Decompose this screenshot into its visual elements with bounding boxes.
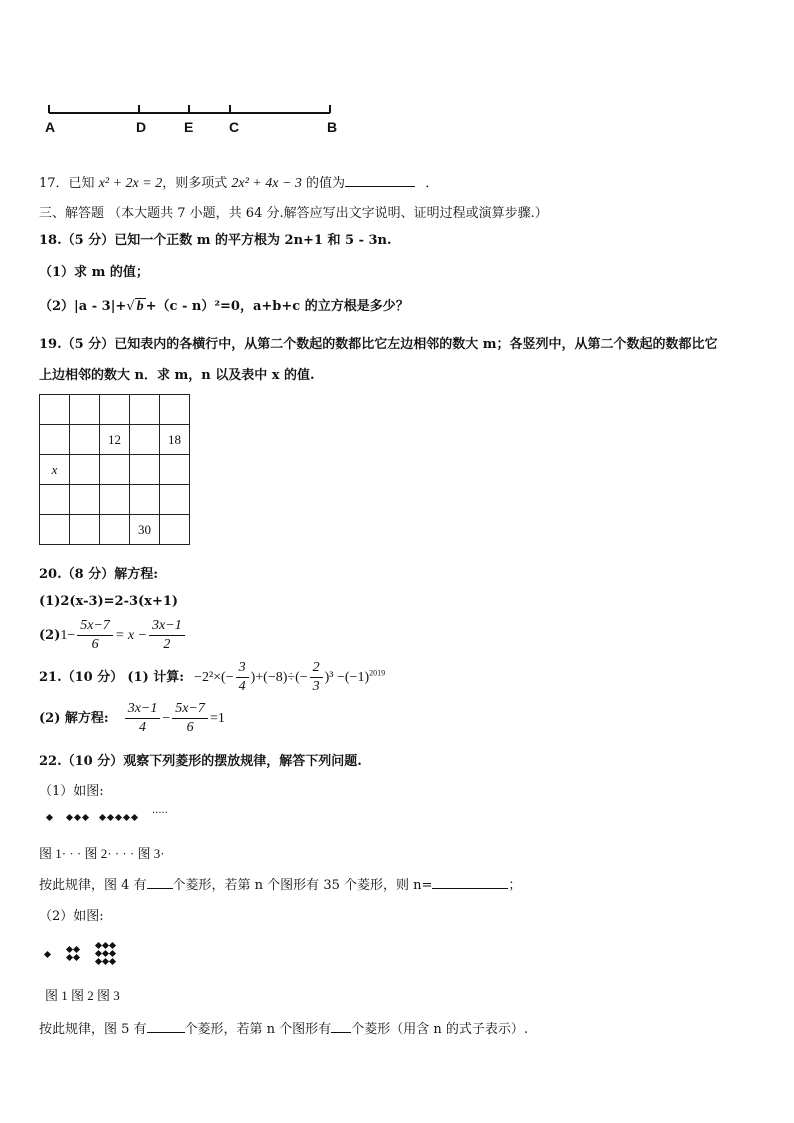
- diamond-icon: [99, 814, 106, 821]
- question-22-part-1-label: （1）如图:: [39, 784, 104, 799]
- question-21-part-1: [39, 660, 385, 695]
- table-cell: [40, 425, 70, 455]
- q21-part1-a: −2²×(−: [194, 670, 234, 685]
- table-cell: [70, 455, 100, 485]
- q17-prefix: 17．已知: [39, 176, 95, 191]
- table-row: [40, 485, 190, 515]
- q18-part2-end: +（c - n）²=0，a+b+c 的立方根是多少？: [145, 299, 409, 314]
- q22-part1-q-b: 个菱形，若第 n 个图形有 35 个菱形，则 n=: [172, 878, 433, 893]
- fraction-numerator: 2: [310, 660, 323, 678]
- diamond-icon: [109, 958, 116, 965]
- q21-part2-fraction-2: [172, 701, 208, 736]
- diamond-icon: [115, 814, 122, 821]
- diamond-icon: [109, 942, 116, 949]
- q18-sqrt-radicand: b: [136, 299, 144, 314]
- diamond-icon: [82, 814, 89, 821]
- q21-part2-fraction-1: [125, 701, 161, 736]
- diamond-icon: [73, 954, 80, 961]
- table-cell-x: x: [40, 455, 70, 485]
- q21-part1-b: )+(−8)÷(−: [250, 670, 308, 685]
- q17-middle: ，则多项式: [162, 176, 228, 191]
- table-cell: [100, 395, 130, 425]
- point-label-a: A: [45, 119, 56, 135]
- table-cell: [70, 395, 100, 425]
- fraction-numerator: 3x−1: [149, 618, 185, 636]
- fraction-denominator: 2: [163, 637, 171, 652]
- question-20-stem: 20.（8 分）解方程:: [39, 567, 158, 582]
- point-label-d: D: [136, 119, 147, 135]
- fraction-numerator: 5x−7: [77, 618, 113, 636]
- q21-part1-label: (1) 计算:: [127, 670, 185, 685]
- table-cell: [100, 455, 130, 485]
- table-cell: [70, 515, 100, 545]
- diamond-icon: [46, 814, 53, 821]
- question-22-stem: 22.（10 分）观察下列菱形的摆放规律，解答下列问题.: [39, 754, 362, 769]
- table-cell: [130, 425, 160, 455]
- question-18-part-2: [39, 295, 409, 315]
- pattern-2-caption: 图 1 图 2 图 3: [45, 988, 120, 1003]
- diamond-icon: [66, 814, 73, 821]
- fraction-denominator: 6: [186, 720, 194, 735]
- q21-part2-equals: =1: [209, 711, 225, 726]
- table-cell: 18: [160, 425, 190, 455]
- table-cell: [130, 455, 160, 485]
- q21-exponent: 2019: [369, 668, 386, 678]
- q22-part1-blank-2[interactable]: [432, 875, 508, 889]
- q18-part2-start: （2）|a - 3|+: [39, 299, 127, 314]
- question-22-part-2-label: （2）如图:: [39, 909, 104, 924]
- fraction-numerator: 3x−1: [125, 701, 161, 719]
- sqrt-symbol: √: [126, 299, 135, 314]
- question-22-part-2-question: [39, 1018, 528, 1037]
- diamond-icon: [107, 814, 114, 821]
- table-row: [40, 515, 190, 545]
- table-row: [40, 455, 190, 485]
- table-cell: 30: [130, 515, 160, 545]
- question-20-equation-2: [39, 618, 187, 653]
- pattern-1-ellipsis: ·····: [152, 808, 168, 819]
- q17-answer-blank[interactable]: [345, 173, 415, 187]
- question-20-equation-1: (1)2(x-3)=2-3(x+1): [39, 594, 179, 609]
- table-cell: [70, 425, 100, 455]
- question-18-stem: 18.（5 分）已知一个正数 m 的平方根为 2n+1 和 5 - 3n.: [39, 233, 392, 248]
- diamond-icon: [44, 951, 51, 958]
- q21-fraction-1: [236, 660, 249, 695]
- table-cell: [160, 515, 190, 545]
- fraction-numerator: 3: [236, 660, 249, 678]
- table-cell: [40, 395, 70, 425]
- question-19-line-1: 19.（5 分）已知表内的各横行中，从第二个数起的数都比它左边相邻的数大 m；各竖列中，从第二个数起的数都比它: [39, 337, 718, 352]
- fraction-denominator: 3: [312, 679, 320, 694]
- q17-expression-2: 2x² + 4x − 3: [231, 176, 302, 191]
- q21-fraction-2: [310, 660, 323, 695]
- q22-part1-q-c: ；: [508, 878, 522, 893]
- q21-part2-label: (2) 解方程:: [39, 711, 109, 726]
- diamond-icon: [123, 814, 130, 821]
- fraction-denominator: 6: [91, 637, 99, 652]
- q17-expression-1: x² + 2x = 2: [98, 176, 163, 191]
- q22-part1-blank-1[interactable]: [147, 875, 173, 889]
- q21-part2-minus: −: [162, 711, 171, 726]
- q22-part2-blank-2[interactable]: [331, 1019, 351, 1033]
- table-cell: 12: [100, 425, 130, 455]
- diamond-icon: [131, 814, 138, 821]
- table-cell: [40, 485, 70, 515]
- pattern-1-caption: 图 1· · · 图 2· · · · 图 3·: [39, 846, 165, 861]
- q21-part1-c: )³ −(−1): [324, 670, 370, 685]
- q22-part1-q-a: 按此规律，图 4 有: [39, 878, 147, 893]
- number-grid-table: [39, 394, 190, 545]
- diamond-icon: [73, 946, 80, 953]
- question-21-part-2: [39, 701, 225, 736]
- section-3-heading: 三、解答题 （本大题共 7 小题，共 64 分.解答应写出文字说明、证明过程或演算步骤.）: [39, 206, 548, 221]
- diamond-icon: [74, 814, 81, 821]
- q20-eq2-start: 1−: [60, 628, 76, 643]
- q22-part2-q-a: 按此规律，图 5 有: [39, 1022, 147, 1037]
- q20-eq2-middle: = x −: [114, 628, 148, 643]
- q20-fraction-2: [149, 618, 185, 653]
- table-cell: [160, 395, 190, 425]
- q22-part2-blank-1[interactable]: [147, 1019, 185, 1033]
- question-19-line-2: 上边相邻的数大 n．求 m，n 以及表中 x 的值.: [39, 368, 315, 383]
- diamond-icon: [109, 950, 116, 957]
- point-label-c: C: [229, 119, 240, 135]
- q21-stem: 21.（10 分）: [39, 670, 124, 685]
- question-17: [39, 172, 438, 192]
- question-18-part-1: （1）求 m 的值；: [39, 265, 149, 280]
- q22-part2-q-c: 个菱形（用含 n 的式子表示）.: [351, 1022, 528, 1037]
- question-22-part-1-question: [39, 874, 521, 893]
- fraction-denominator: 4: [238, 679, 246, 694]
- point-label-e: E: [184, 119, 194, 135]
- q17-suffix: 的值为: [306, 176, 346, 191]
- fraction-denominator: 4: [139, 720, 147, 735]
- table-cell: [130, 395, 160, 425]
- table-cell: [130, 485, 160, 515]
- q22-part2-q-b: 个菱形，若第 n 个图形有: [184, 1022, 332, 1037]
- point-label-b: B: [327, 119, 338, 135]
- q20-fraction-1: [77, 618, 113, 653]
- table-cell: [160, 455, 190, 485]
- q17-end: ．: [425, 176, 439, 191]
- table-cell: [100, 485, 130, 515]
- table-cell: [40, 515, 70, 545]
- table-cell: [70, 485, 100, 515]
- segment-figure: [0, 0, 794, 140]
- table-row: [40, 395, 190, 425]
- table-row: [40, 425, 190, 455]
- q20-eq2-label: (2): [39, 628, 61, 643]
- table-cell: [100, 515, 130, 545]
- fraction-numerator: 5x−7: [172, 701, 208, 719]
- table-cell: [160, 485, 190, 515]
